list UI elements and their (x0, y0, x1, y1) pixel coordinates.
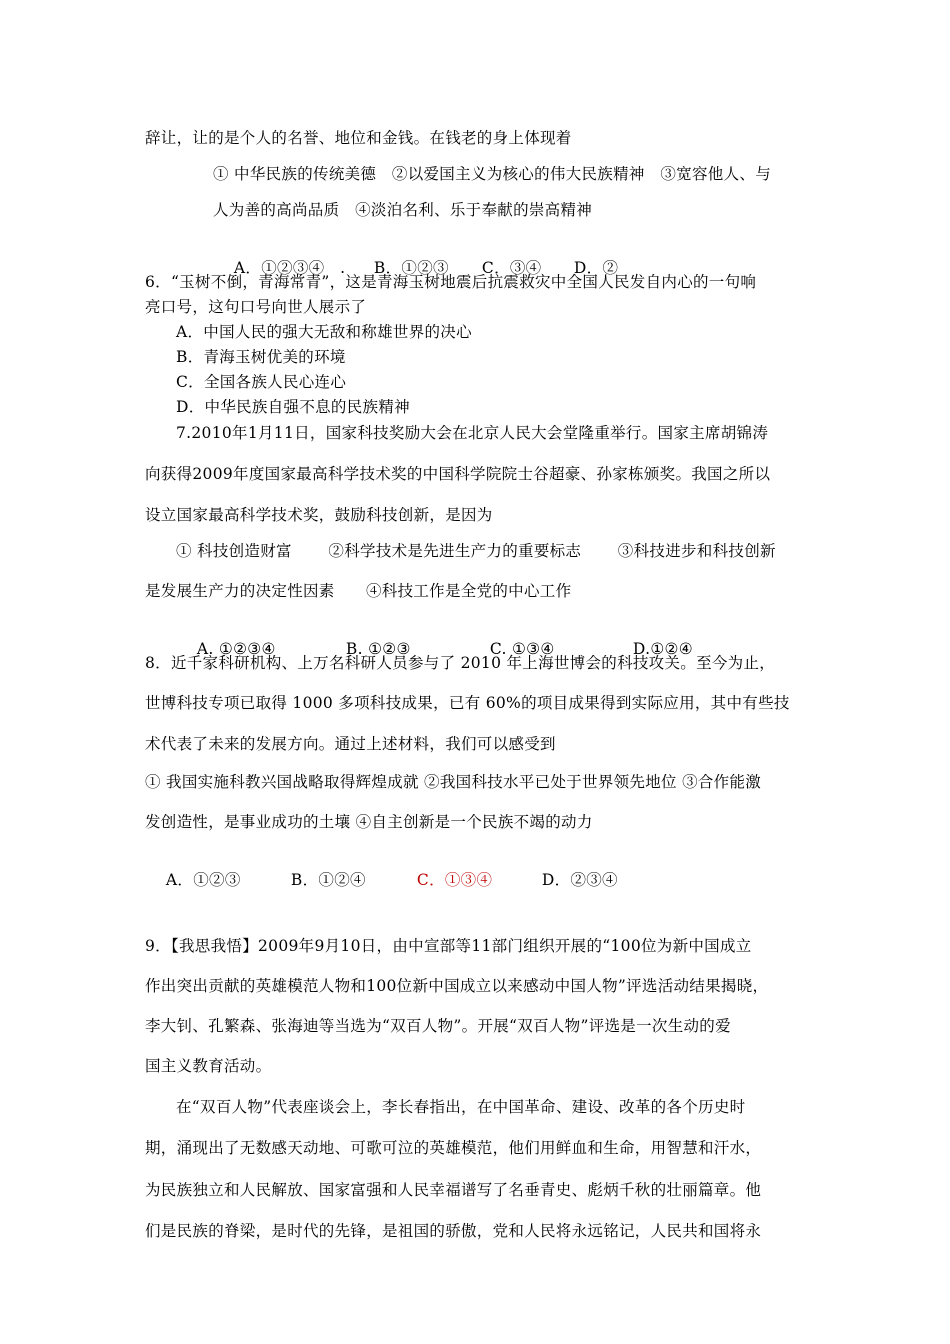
q9-para1-line-4: 国主义教育活动。 (145, 1057, 272, 1075)
q6-option-b: B．青海玉树优美的环境 (176, 348, 346, 366)
q9-para2-line-4: 们是民族的脊梁，是时代的先锋，是祖国的骄傲，党和人民将永远铭记，人民共和国将永 (145, 1222, 762, 1240)
q7-stem-line-2: 向获得2009年度国家最高科学技术奖的中国科学院院士谷超豪、孙家栋颁奖。我国之所以 (145, 465, 771, 483)
q5-option-b: B．①②③ (373, 259, 449, 277)
q9-para2-line-1: 在“双百人物”代表座谈会上，李长春指出，在中国革命、建设、改革的各个历史时 (176, 1098, 746, 1116)
q5-option-c: C．③④ (481, 259, 542, 277)
q8-option-b: B．①②④ (290, 871, 366, 889)
q7-option-c: C. ①③④ (489, 640, 555, 658)
q7-option-a: A. ①②③④ (196, 640, 276, 658)
q8-option-d: D．②③④ (541, 871, 618, 889)
q6-option-c: C．全国各族人民心连心 (176, 373, 347, 391)
q8-stem-line-2: 世博科技专项已取得 1000 多项科技成果，已有 60%的项目成果得到实际应用，其中有些技 (145, 694, 790, 712)
q7-items-line-1: ① 科技创造财富 ②科学技术是先进生产力的重要标志 ③科技进步和科技创新 (176, 542, 776, 560)
q5-items-line-2: 人为善的高尚品质 ④淡泊名利、乐于奉献的崇高精神 (213, 201, 593, 219)
q5-stem-line: 辞让，让的是个人的名誉、地位和金钱。在钱老的身上体现着 (145, 129, 572, 147)
q5-option-d: D．② (573, 259, 619, 277)
q7-option-b: B. ①②③ (345, 640, 411, 658)
q8-options (145, 847, 618, 913)
q5-items-line-1: ① 中华民族的传统美德 ②以爱国主义为核心的伟大民族精神 ③宽容他人、与 (213, 165, 771, 183)
q5-option-a: A．①②③④ . (233, 259, 346, 277)
q8-option-a: A．①②③ (165, 871, 241, 889)
q9-para1-line-2: 作出突出贡献的英雄模范人物和100位新中国成立以来感动中国人物”评选活动结果揭晓， (145, 977, 769, 995)
q6-stem-line-2: 亮口号，这句口号向世人展示了 (145, 298, 367, 316)
q8-stem-line-1: 8．近千家科研机构、上万名科研人员参与了 2010 年上海世博会的科技攻关。至今为止， (145, 654, 776, 672)
q8-items-line-2: 发创造性，是事业成功的土壤 ④自主创新是一个民族不竭的动力 (145, 813, 593, 831)
q8-stem-line-3: 术代表了未来的发展方向。通过上述材料，我们可以感受到 (145, 735, 556, 753)
q7-stem-line-3: 设立国家最高科学技术奖，鼓励科技创新，是因为 (145, 506, 493, 524)
q7-stem-line-1: 7.2010年1月11日，国家科技奖励大会在北京人民大会堂隆重举行。国家主席胡锦涛 (176, 424, 769, 442)
q7-option-d: D.①②④ (632, 640, 693, 658)
q7-items-line-2: 是发展生产力的决定性因素 ④科技工作是全党的中心工作 (145, 582, 572, 600)
q8-option-c: C．①③④ (416, 871, 493, 889)
q6-option-a: A．中国人民的强大无敌和称雄世界的决心 (176, 323, 472, 341)
q9-para2-line-3: 为民族独立和人民解放、国家富强和人民幸福谱写了名垂青史、彪炳千秋的壮丽篇章。他 (145, 1181, 762, 1199)
q9-para2-line-2: 期，涌现出了无数感天动地、可歌可泣的英雄模范，他们用鲜血和生命，用智慧和汗水， (145, 1139, 762, 1157)
q6-option-d: D．中华民族自强不息的民族精神 (176, 398, 410, 416)
q8-items-line-1: ① 我国实施科教兴国战略取得辉煌成就 ②我国科技水平已处于世界领先地位 ③合作能激 (145, 773, 762, 791)
q6-stem-line-1: 6．“玉树不倒，青海常青”，这是青海玉树地震后抗震救灾中全国人民发自内心的一句响 (145, 273, 757, 291)
q9-para1-line-3: 李大钊、孔繁森、张海迪等当选为“双百人物”。开展“双百人物”评选是一次生动的爱 (145, 1017, 731, 1035)
q9-para1-line-1: 9．【我思我悟】2009年9月10日，由中宣部等11部门组织开展的“100位为新中国成立 (145, 937, 752, 955)
